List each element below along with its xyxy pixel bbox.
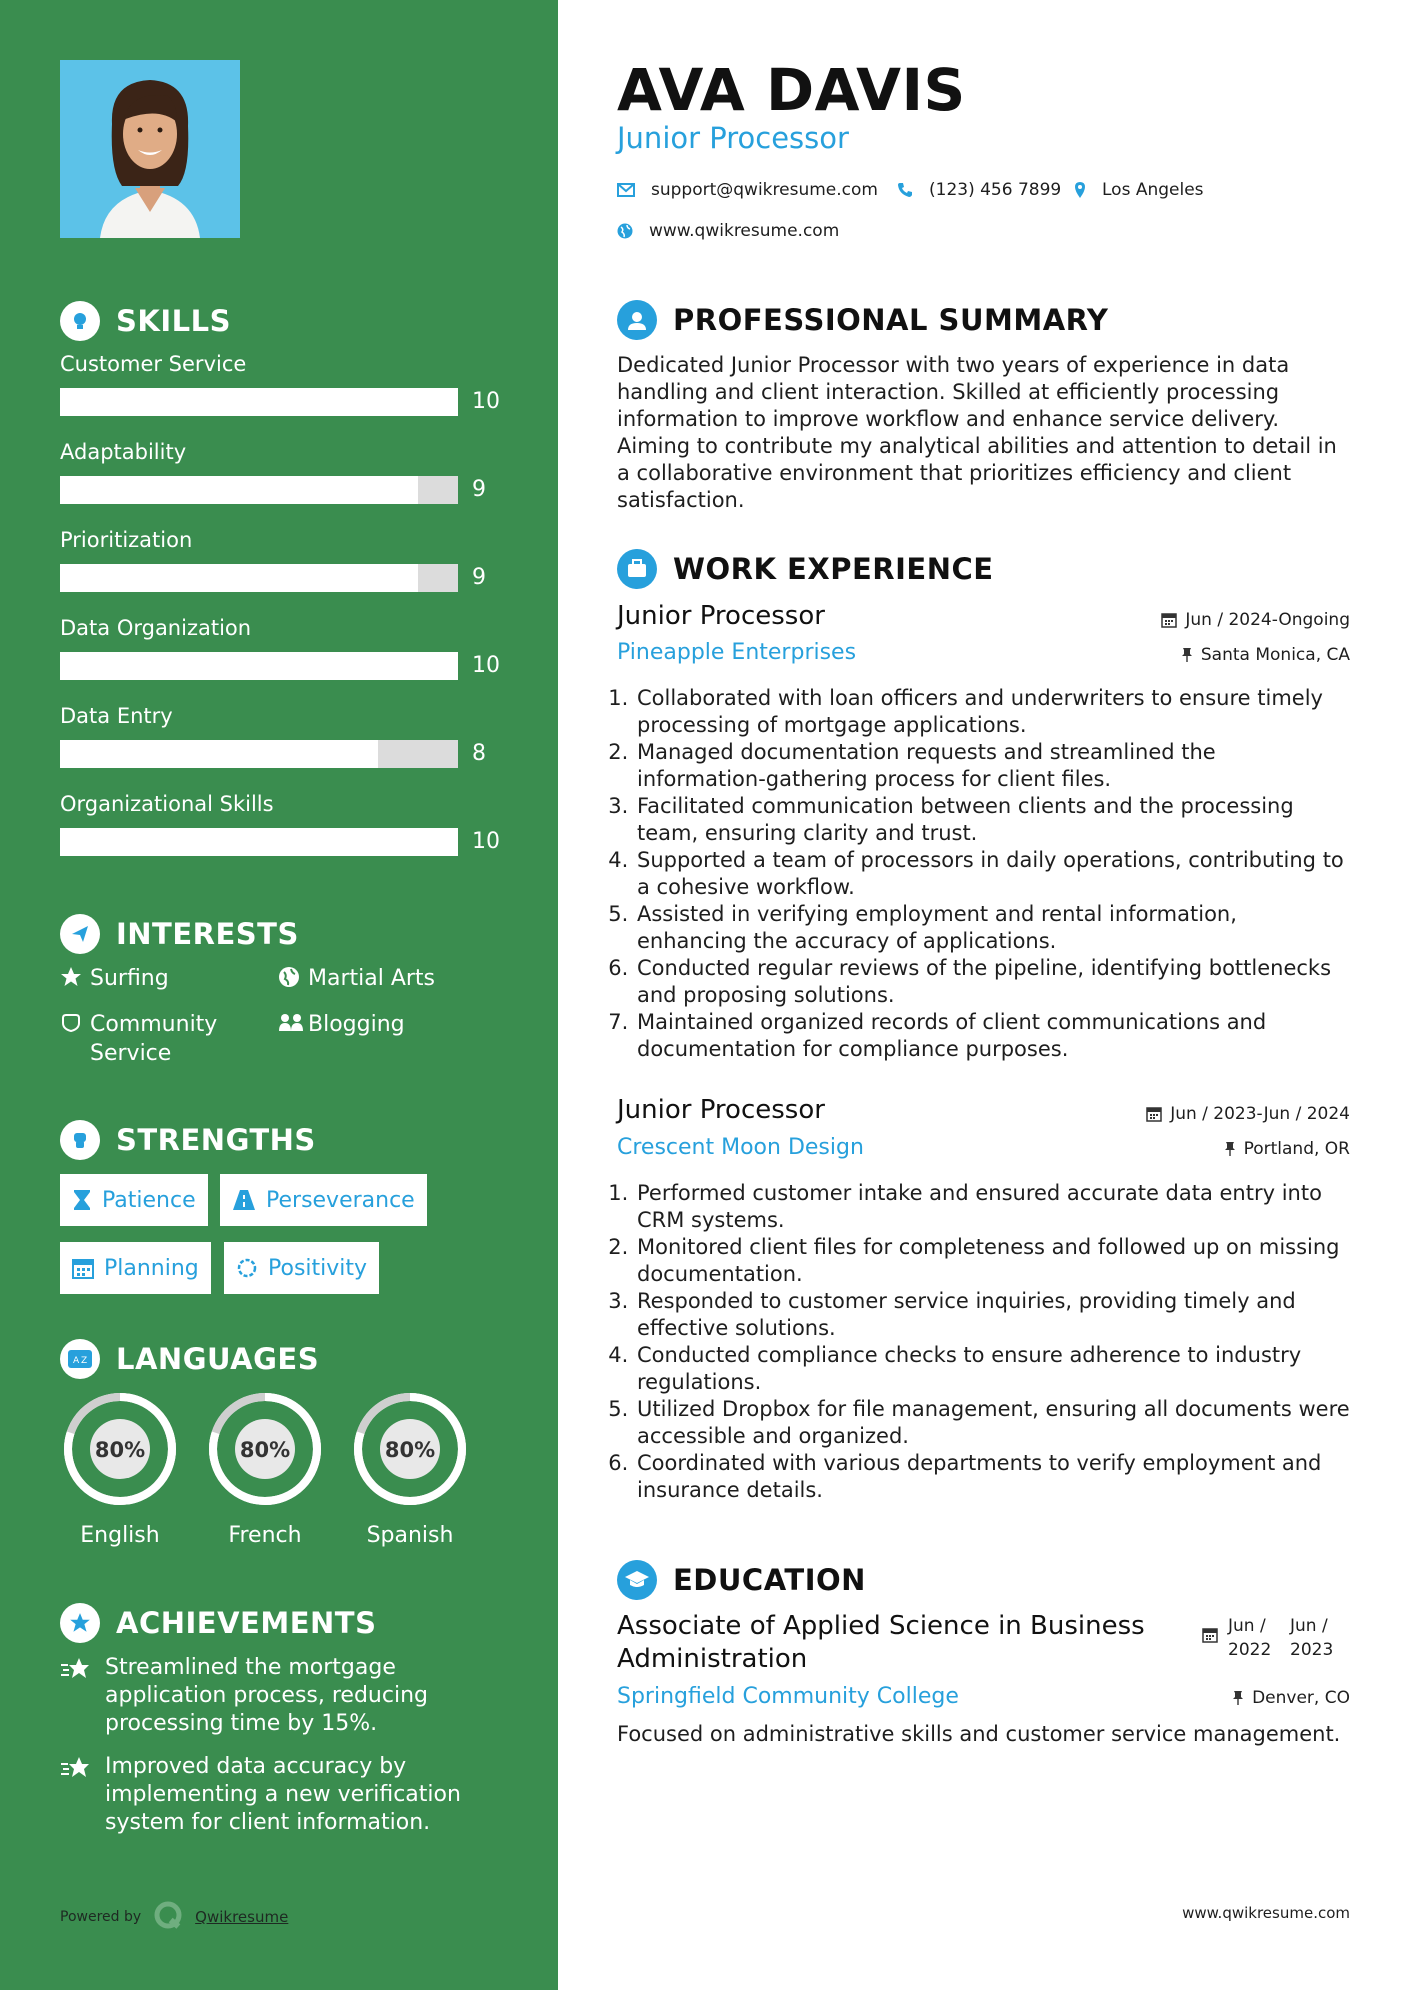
star-badge-icon: [60, 1603, 100, 1643]
main-content: [617, 0, 1350, 1990]
lightbulb-icon: [60, 301, 100, 341]
company-name: Crescent Moon Design: [617, 1135, 864, 1160]
interest-label: Martial Arts: [308, 966, 436, 991]
language-ring: [58, 1387, 182, 1511]
language-item: [348, 1387, 472, 1548]
strength-label: Positivity: [268, 1255, 368, 1281]
phone-text[interactable]: (123) 456 7899: [929, 180, 1062, 200]
languages-heading: [60, 1337, 319, 1381]
skill-bar-fill: [60, 828, 458, 856]
skills-heading-text: SKILLS: [116, 304, 231, 338]
education-start-year: 2022: [1228, 1640, 1272, 1660]
qwikresume-link[interactable]: Qwikresume: [195, 1908, 289, 1926]
skill-level: 9: [472, 477, 486, 502]
education-location: [1232, 1688, 1350, 1708]
summary-text: Dedicated Junior Processor with two years of experience in data handling and client interaction. Skilled at efficiently processing information to improve workflow and enhance service delivery. Aiming to contribute my analytical abilities and attention to detail in a collaborative environment that prioritizes efficiency and client satisfaction.: [617, 353, 1337, 512]
interest-item: [60, 1010, 250, 1068]
hourglass-icon: [72, 1189, 92, 1211]
powered-by: [60, 1900, 288, 1934]
graduation-cap-icon: [617, 1560, 657, 1600]
education-heading: [617, 1560, 866, 1600]
users-icon: [278, 1010, 308, 1042]
translate-icon: [60, 1339, 100, 1379]
paper-plane-icon: [60, 914, 100, 954]
duty-item: 6. Coordinated with various departments to verify employment and insurance details.: [635, 1450, 1350, 1504]
summary-heading: [617, 300, 1108, 340]
skill-bar-fill: [60, 476, 418, 504]
pushpin-icon: [1181, 647, 1193, 663]
globe-icon: [617, 223, 633, 239]
strengths-heading-text: STRENGTHS: [116, 1123, 316, 1157]
strength-label: Patience: [102, 1187, 196, 1213]
map-pin-icon: [1074, 181, 1086, 199]
skill-name: Adaptability: [60, 440, 187, 464]
skill-bar: [60, 740, 458, 768]
skill-bar-fill: [60, 564, 418, 592]
education-dates: [1202, 1614, 1350, 1662]
achievement-text: Improved data accuracy by implementing a new verification system for client information.: [105, 1754, 461, 1835]
experience-heading-text: WORK EXPERIENCE: [673, 552, 994, 586]
heart-hand-icon: [60, 1010, 90, 1068]
achievement-item: [60, 1654, 480, 1738]
calendar-icon: [1161, 612, 1177, 628]
duty-item: 7. Maintained organized records of client communications and documentation for compliance purposes.: [635, 1009, 1350, 1063]
strength-label: Perseverance: [266, 1187, 415, 1213]
skill-level: 9: [472, 565, 486, 590]
contact-email: [617, 180, 878, 200]
svg-text:Z: Z: [81, 1356, 88, 1366]
duty-item: 1. Collaborated with loan officers and underwriters to ensure timely processing of mortgage applications.: [635, 685, 1350, 739]
profile-photo: [60, 60, 240, 238]
star-icon: [60, 964, 90, 996]
phone-icon: [897, 182, 913, 198]
skill-bar-fill: [60, 652, 458, 680]
achievements-heading-text: ACHIEVEMENTS: [116, 1606, 377, 1640]
job-location-text: Portland, OR: [1243, 1139, 1350, 1159]
strength-badge: [60, 1174, 208, 1226]
duty-item: 4. Supported a team of processors in daily operations, contributing to a cohesive workflow.: [635, 847, 1350, 901]
duty-item: 5. Utilized Dropbox for file management, ensuring all documents were accessible and organized.: [635, 1396, 1350, 1450]
strength-badge: [220, 1174, 427, 1226]
education-location-text: Denver, CO: [1252, 1688, 1350, 1708]
strength-badge: [60, 1242, 211, 1294]
education-heading-text: EDUCATION: [673, 1563, 866, 1597]
job-dates: [1146, 1104, 1350, 1124]
road-icon: [232, 1189, 256, 1211]
language-ring: [203, 1387, 327, 1511]
experience-heading: [617, 549, 994, 589]
job-location: [1224, 1139, 1350, 1159]
job-dates: [1161, 610, 1350, 630]
job-location-text: Santa Monica, CA: [1200, 645, 1350, 665]
skill-level: 8: [472, 741, 486, 766]
globe-icon: [278, 964, 308, 996]
briefcase-icon: [617, 549, 657, 589]
language-percent: 80%: [384, 1438, 436, 1462]
duty-item: 4. Conducted compliance checks to ensure adherence to industry regulations.: [635, 1342, 1350, 1396]
job-dates-text: Jun / 2024-Ongoing: [1185, 610, 1350, 630]
duty-item: 3. Facilitated communication between clients and the processing team, ensuring clarity and trust.: [635, 793, 1350, 847]
pushpin-icon: [1232, 1690, 1244, 1706]
strength-label: Planning: [104, 1255, 199, 1281]
skill-name: Data Organization: [60, 616, 252, 640]
skill-bar-fill: [60, 740, 378, 768]
skill-item: [60, 614, 520, 694]
skill-item: [60, 702, 520, 782]
summary-heading-text: PROFESSIONAL SUMMARY: [673, 303, 1109, 337]
achievements-heading: [60, 1601, 376, 1645]
education-end-month: Jun /: [1290, 1616, 1328, 1636]
skill-level: 10: [472, 389, 500, 414]
skill-bar-fill: [60, 388, 458, 416]
achievement-text: Streamlined the mortgage application process, reducing processing time by 15%.: [105, 1655, 428, 1736]
skill-item: [60, 350, 520, 430]
language-item: [58, 1387, 182, 1548]
skill-bar: [60, 564, 458, 592]
education-start-month: Jun /: [1228, 1616, 1266, 1636]
pushpin-icon: [1224, 1141, 1236, 1157]
candidate-title: Junior Processor: [617, 121, 849, 155]
website-text[interactable]: www.qwikresume.com: [649, 221, 840, 241]
powered-by-label: Powered by: [60, 1909, 142, 1925]
interests-heading-text: INTERESTS: [116, 917, 299, 951]
sidebar: [0, 0, 558, 1990]
education-start: [1228, 1614, 1290, 1662]
skill-name: Customer Service: [60, 352, 247, 376]
location-text: Los Angeles: [1102, 180, 1204, 200]
language-percent: 80%: [239, 1438, 291, 1462]
interest-item: [278, 1010, 405, 1042]
contact-phone: [897, 180, 1061, 200]
job-duties-list: [617, 1180, 1350, 1504]
skill-bar: [60, 652, 458, 680]
svg-text:A: A: [73, 1356, 80, 1366]
skill-bar: [60, 476, 458, 504]
fist-icon: [60, 1120, 100, 1160]
user-icon: [617, 300, 657, 340]
duty-item: 3. Responded to customer service inquiries, providing timely and effective solutions.: [635, 1288, 1350, 1342]
sun-icon: [236, 1257, 258, 1279]
skill-level: 10: [472, 829, 500, 854]
shooting-star-icon: [60, 1654, 105, 1738]
language-name: Spanish: [366, 1523, 454, 1548]
interest-item: [60, 964, 169, 996]
calendar-icon: [1146, 1106, 1162, 1122]
duty-item: 1. Performed customer intake and ensured accurate data entry into CRM systems.: [635, 1180, 1350, 1234]
strength-badge: [224, 1242, 379, 1294]
language-percent: 80%: [94, 1438, 146, 1462]
achievement-item: [60, 1753, 480, 1837]
language-name: English: [80, 1523, 160, 1548]
duty-item: 2. Managed documentation requests and streamlined the information-gathering process for client files.: [635, 739, 1350, 793]
duty-item: 5. Assisted in verifying employment and rental information, enhancing the accuracy of applications.: [635, 901, 1350, 955]
skill-item: [60, 526, 520, 606]
education-degree: Associate of Applied Science in Business Administration: [617, 1611, 1145, 1674]
language-ring: [348, 1387, 472, 1511]
calendar-icon: [1202, 1614, 1218, 1662]
duty-item: 6. Conducted regular reviews of the pipeline, identifying bottlenecks and proposing solutions.: [635, 955, 1350, 1009]
interest-label: Blogging: [308, 1012, 405, 1037]
education-description: Focused on administrative skills and customer service management.: [617, 1722, 1341, 1746]
skill-name: Organizational Skills: [60, 792, 274, 816]
footer-website[interactable]: www.qwikresume.com: [1182, 1904, 1350, 1922]
education-end: [1290, 1614, 1350, 1662]
skill-bar: [60, 388, 458, 416]
strengths-heading: [60, 1118, 316, 1162]
job-duties-list: [617, 685, 1350, 1063]
job-title: Junior Processor: [617, 1095, 825, 1125]
job-dates-text: Jun / 2023-Jun / 2024: [1170, 1104, 1350, 1124]
interests-heading: [60, 912, 299, 956]
candidate-name: AVA DAVIS: [617, 56, 966, 124]
education-end-year: 2023: [1290, 1640, 1334, 1660]
calendar-icon: [72, 1257, 94, 1279]
language-item: [203, 1387, 327, 1548]
duty-item: 2. Monitored client files for completeness and followed up on missing documentation.: [635, 1234, 1350, 1288]
envelope-icon: [617, 183, 635, 197]
skill-name: Prioritization: [60, 528, 193, 552]
company-name: Pineapple Enterprises: [617, 640, 857, 665]
skill-bar: [60, 828, 458, 856]
skill-item: [60, 438, 520, 518]
qwikresume-logo-icon: [153, 1900, 183, 1934]
interest-label: Community Service: [90, 1012, 218, 1066]
contact-location: [1074, 180, 1204, 200]
email-text[interactable]: support@qwikresume.com: [651, 180, 878, 200]
skill-name: Data Entry: [60, 704, 173, 728]
interest-item: [278, 964, 435, 996]
interest-label: Surfing: [90, 966, 169, 991]
language-name: French: [228, 1523, 302, 1548]
skills-heading: [60, 299, 231, 343]
contact-website: [617, 221, 839, 241]
job-title: Junior Processor: [617, 601, 825, 631]
skill-level: 10: [472, 653, 500, 678]
job-location: [1181, 645, 1350, 665]
skill-item: [60, 790, 520, 870]
education-school: Springfield Community College: [617, 1684, 959, 1709]
languages-heading-text: LANGUAGES: [116, 1342, 320, 1376]
shooting-star-icon: [60, 1753, 105, 1837]
